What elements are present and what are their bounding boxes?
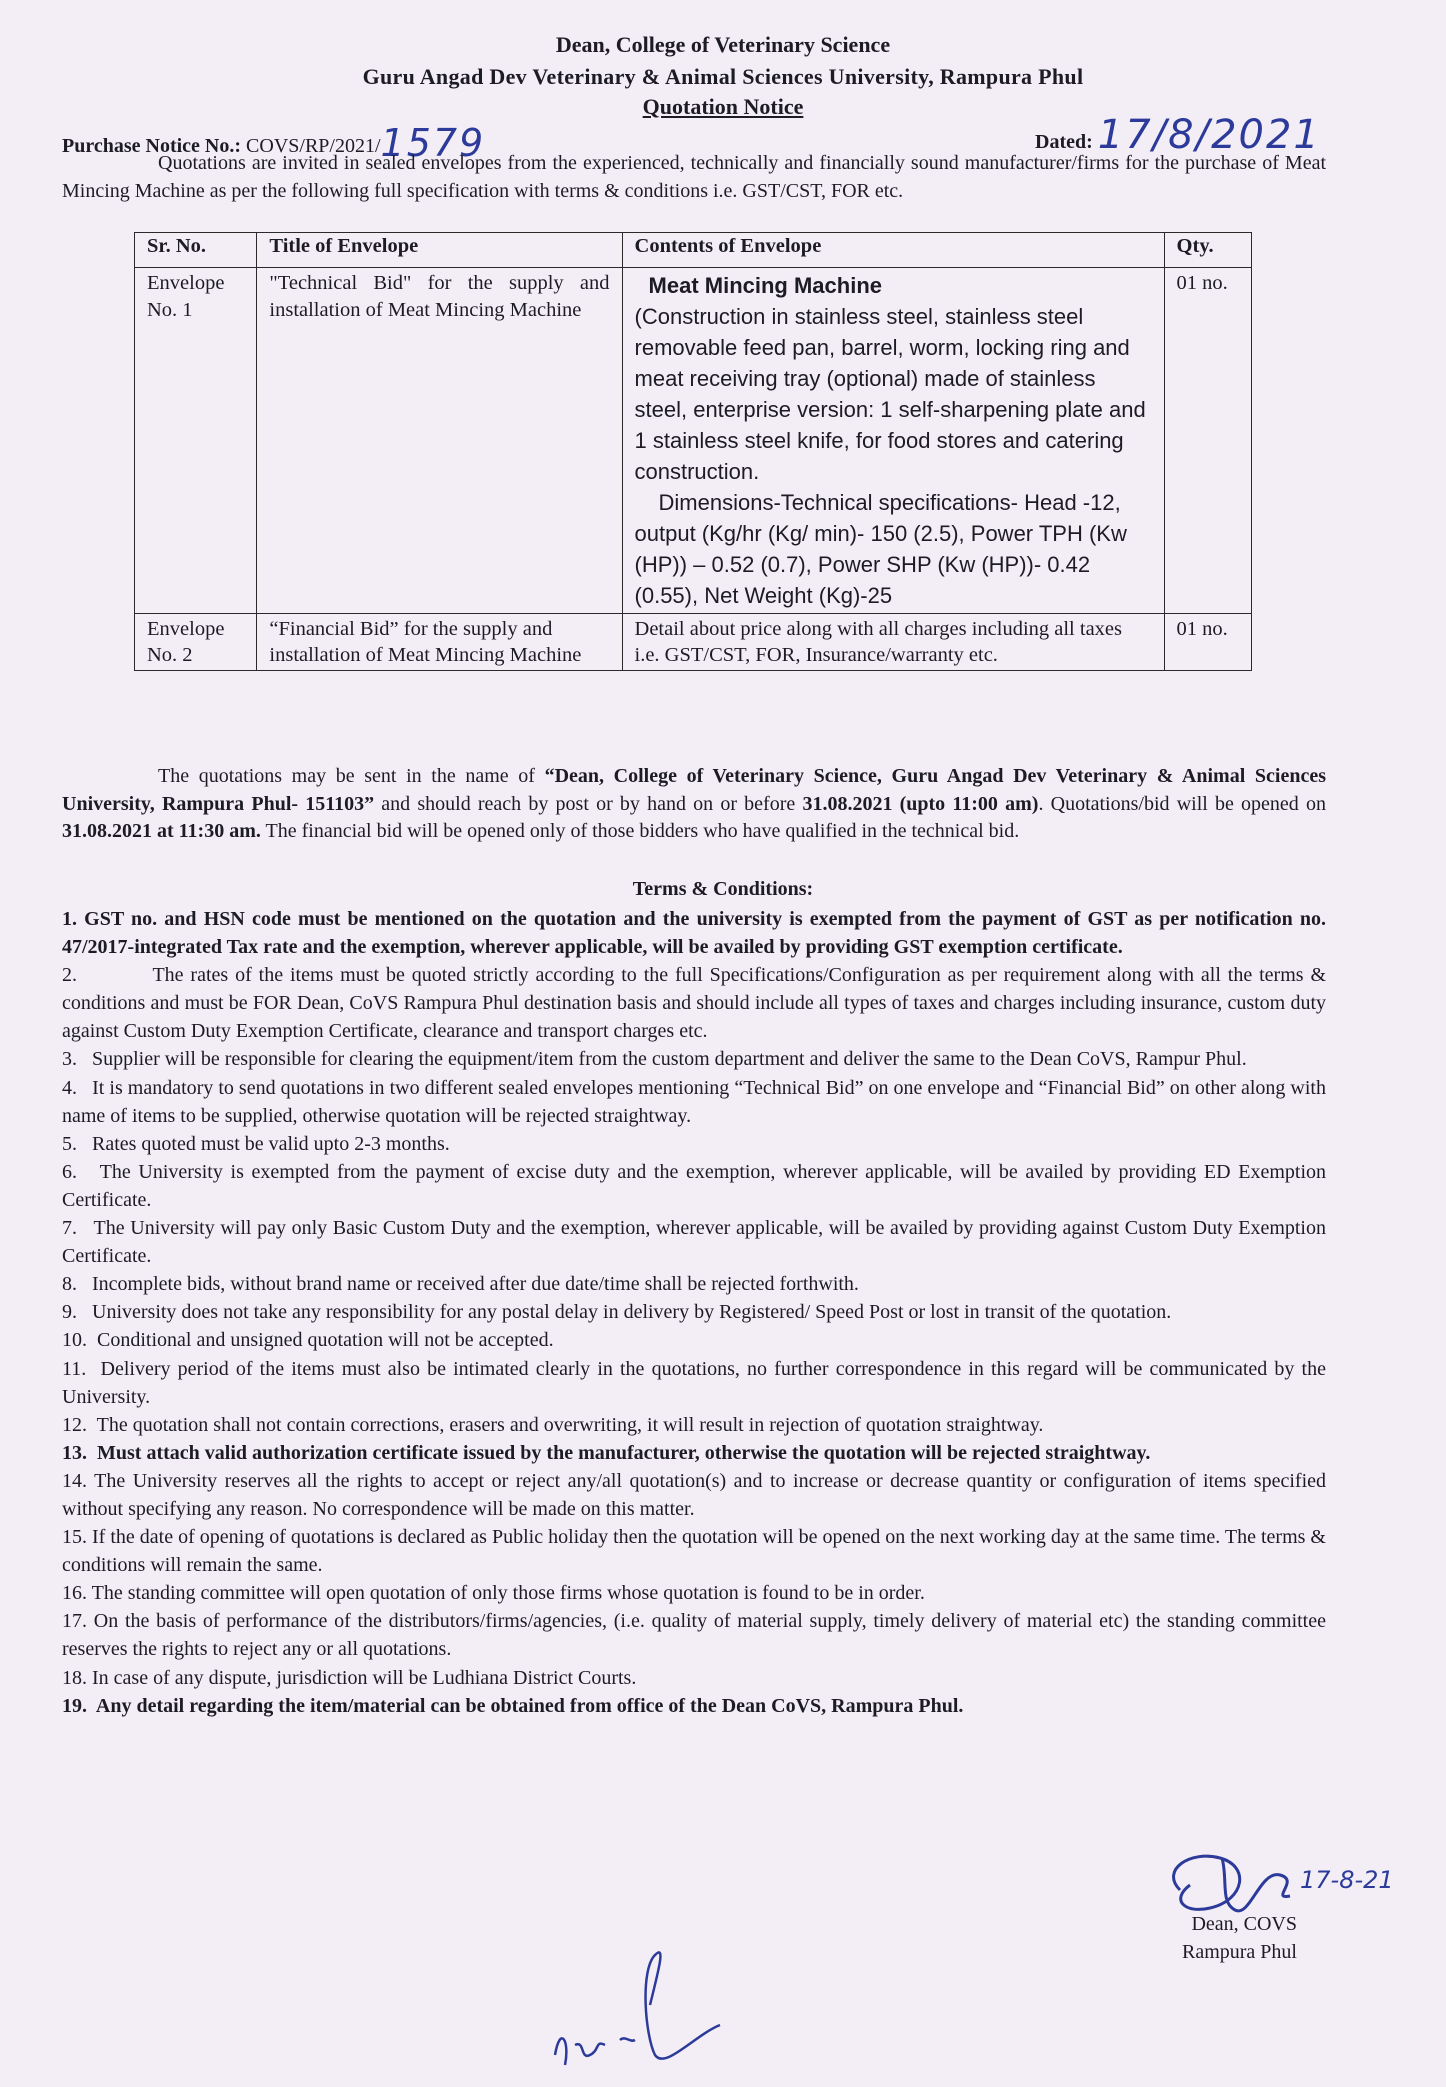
header-sr-no: Sr. No.	[135, 233, 257, 268]
signature-date: 17-8-21	[1300, 1866, 1394, 1894]
submission-paragraph	[62, 763, 1326, 846]
signatory-title: Dean, COVS	[1191, 1913, 1297, 1935]
initial-signature	[545, 1945, 745, 2085]
term-item: 1. GST no. and HSN code must be mentioned on the quotation and the university is exempted from the payment of GST as per notification no. 47/2017-integrated Tax rate and the exemption, wherever applicable, will be availed by providing GST exemption certificate.	[62, 908, 1331, 959]
envelope-2-sr: Envelope No. 2	[135, 614, 257, 671]
send-text-1: The quotations may be sent in the name of	[158, 765, 545, 787]
envelope-1-contents	[622, 268, 1164, 614]
institution-title: Dean, College of Veterinary Science	[555, 32, 891, 57]
notice-title: Quotation Notice	[642, 94, 804, 119]
envelope-2-contents: Detail about price along with all charges including all taxes i.e. GST/CST, FOR, Insurance/warranty etc.	[622, 614, 1164, 671]
handwritten-date: 17/8/2021	[1097, 112, 1321, 158]
envelope-2-qty: 01 no.	[1164, 614, 1251, 671]
header-contents: Contents of Envelope	[622, 233, 1164, 268]
term-item: 3. Supplier will be responsible for clearing the equipment/item from the custom department and deliver the same to the Dean CoVS, Rampur Phul.	[62, 1048, 1247, 1071]
term-item: 6. The University is exempted from the payment of excise duty and the exemption, wherever applicable, will be availed by providing ED Exemption Certificate.	[62, 1160, 1331, 1211]
item-specifications: Dimensions-Technical specifications- Head -12, output (Kg/hr (Kg/ min)- 150 (2.5), Power TPH (Kw (HP)) – 0.52 (0.7), Power SHP (Kw (HP))- 0.42 (0.55), Net Weight (Kg)-25	[634, 490, 1127, 608]
table-row	[135, 268, 1252, 614]
envelope-2-title: “Financial Bid” for the supply and installation of Meat Mincing Machine	[257, 614, 622, 671]
item-construction: (Construction in stainless steel, stainless steel removable feed pan, barrel, worm, locking ring and meat receiving tray (optional) made of stainless steel, enterprise version: 1 self-sharpening plate and 1 stainless steel knife, for food stores and catering construction.	[634, 304, 1146, 484]
term-item: 15. If the date of opening of quotations is declared as Public holiday then the quotation will be opened on the next working day at the same time. The terms & conditions will remain the same.	[62, 1526, 1331, 1577]
term-item: 8. Incomplete bids, without brand name or received after due date/time shall be rejected forthwith.	[62, 1273, 859, 1296]
dated-label: Dated:	[1035, 131, 1093, 153]
item-name: Meat Mincing Machine	[648, 273, 882, 298]
term-item: 4. It is mandatory to send quotations in two different sealed envelopes mentioning “Technical Bid” on one envelope and “Financial Bid” on other along with name of items to be supplied, otherwise quotation will be rejected straightway.	[62, 1076, 1331, 1127]
send-deadline: 31.08.2021 (upto 11:00 am)	[802, 792, 1039, 815]
purchase-notice-value: COVS/RP/2021/	[246, 135, 381, 157]
term-item: 14. The University reserves all the rights to accept or reject any/all quotation(s) and to increase or decrease quantity or configuration of items specified without specifying any reason. No correspondence will be made on this matter.	[62, 1469, 1331, 1520]
term-item: 10. Conditional and unsigned quotation will not be accepted.	[62, 1329, 554, 1352]
term-item: 18. In case of any dispute, jurisdiction will be Ludhiana District Courts.	[62, 1666, 637, 1689]
send-address: “Dean, College of Veterinary Science, Guru Angad Dev Veterinary & Animal Sciences University, Rampura Phul- 151103”	[62, 765, 1326, 815]
envelope-table	[134, 232, 1252, 671]
envelope-1-qty: 01 no.	[1164, 268, 1251, 614]
header-qty: Qty.	[1164, 233, 1251, 268]
signatory-location: Rampura Phul	[1182, 1941, 1297, 1963]
terms-heading: Terms & Conditions:	[632, 878, 814, 900]
university-title: Guru Angad Dev Veterinary & Animal Sciences University, Rampura Phul	[362, 64, 1084, 89]
term-item: 9. University does not take any responsibility for any postal delay in delivery by Registered/ Speed Post or lost in transit of the quotation.	[62, 1301, 1172, 1324]
opening-time: 31.08.2021 at 11:30 am.	[62, 820, 261, 842]
term-item: 13. Must attach valid authorization certificate issued by the manufacturer, otherwise the quotation will be rejected straightway.	[62, 1441, 1151, 1464]
send-text-2: and should reach by post or by hand on or before	[374, 792, 803, 815]
term-item: 12. The quotation shall not contain corrections, erasers and overwriting, it will result in rejection of quotation straightway.	[62, 1413, 1044, 1436]
table-row	[135, 614, 1252, 671]
send-text-3: . Quotations/bid will be opened on	[1038, 792, 1326, 815]
envelope-1-title: "Technical Bid" for the supply and installation of Meat Mincing Machine	[257, 268, 622, 614]
intro-paragraph: Quotations are invited in sealed envelopes from the experienced, technically and financially sound manufacturer/firms for the purchase of Meat Mincing Machine as per the following full specification with terms & conditions i.e. GST/CST, FOR etc.	[62, 152, 1326, 202]
term-item: 16. The standing committee will open quotation of only those firms whose quotation is found to be in order.	[62, 1582, 925, 1605]
signatory	[1182, 1910, 1297, 1966]
term-item: 5. Rates quoted must be valid upto 2-3 months.	[62, 1132, 450, 1155]
purchase-notice-label: Purchase Notice No.:	[62, 135, 242, 157]
term-item: 7. The University will pay only Basic Custom Duty and the exemption, wherever applicable, will be availed by providing against Custom Duty Exemption Certificate.	[62, 1217, 1331, 1268]
terms-list	[62, 905, 1331, 1720]
term-item: 19. Any detail regarding the item/material can be obtained from office of the Dean CoVS, Rampura Phul.	[62, 1694, 964, 1717]
table-header-row	[135, 233, 1252, 268]
header-title: Title of Envelope	[257, 233, 622, 268]
send-text-4: The financial bid will be opened only of those bidders who have qualified in the technical bid.	[260, 820, 1020, 842]
envelope-1-sr: Envelope No. 1	[135, 268, 257, 614]
term-item: 2. The rates of the items must be quoted strictly according to the full Specifications/Configuration as per requirement along with all the terms & conditions and must be FOR Dean, CoVS Rampura Phul destination basis and should include all types of taxes and charges including insurance, custom duty against Custom Duty Exemption Certificate, clearance and transport charges etc.	[62, 964, 1331, 1043]
term-item: 11. Delivery period of the items must also be intimated clearly in the quotations, no further correspondence in this regard will be communicated by the University.	[62, 1357, 1331, 1408]
term-item: 17. On the basis of performance of the distributors/firms/agencies, (i.e. quality of material supply, timely delivery of material etc) the standing committee reserves the rights to reject any or all quotations.	[62, 1610, 1331, 1661]
handwritten-notice-number: 1579	[380, 121, 486, 165]
